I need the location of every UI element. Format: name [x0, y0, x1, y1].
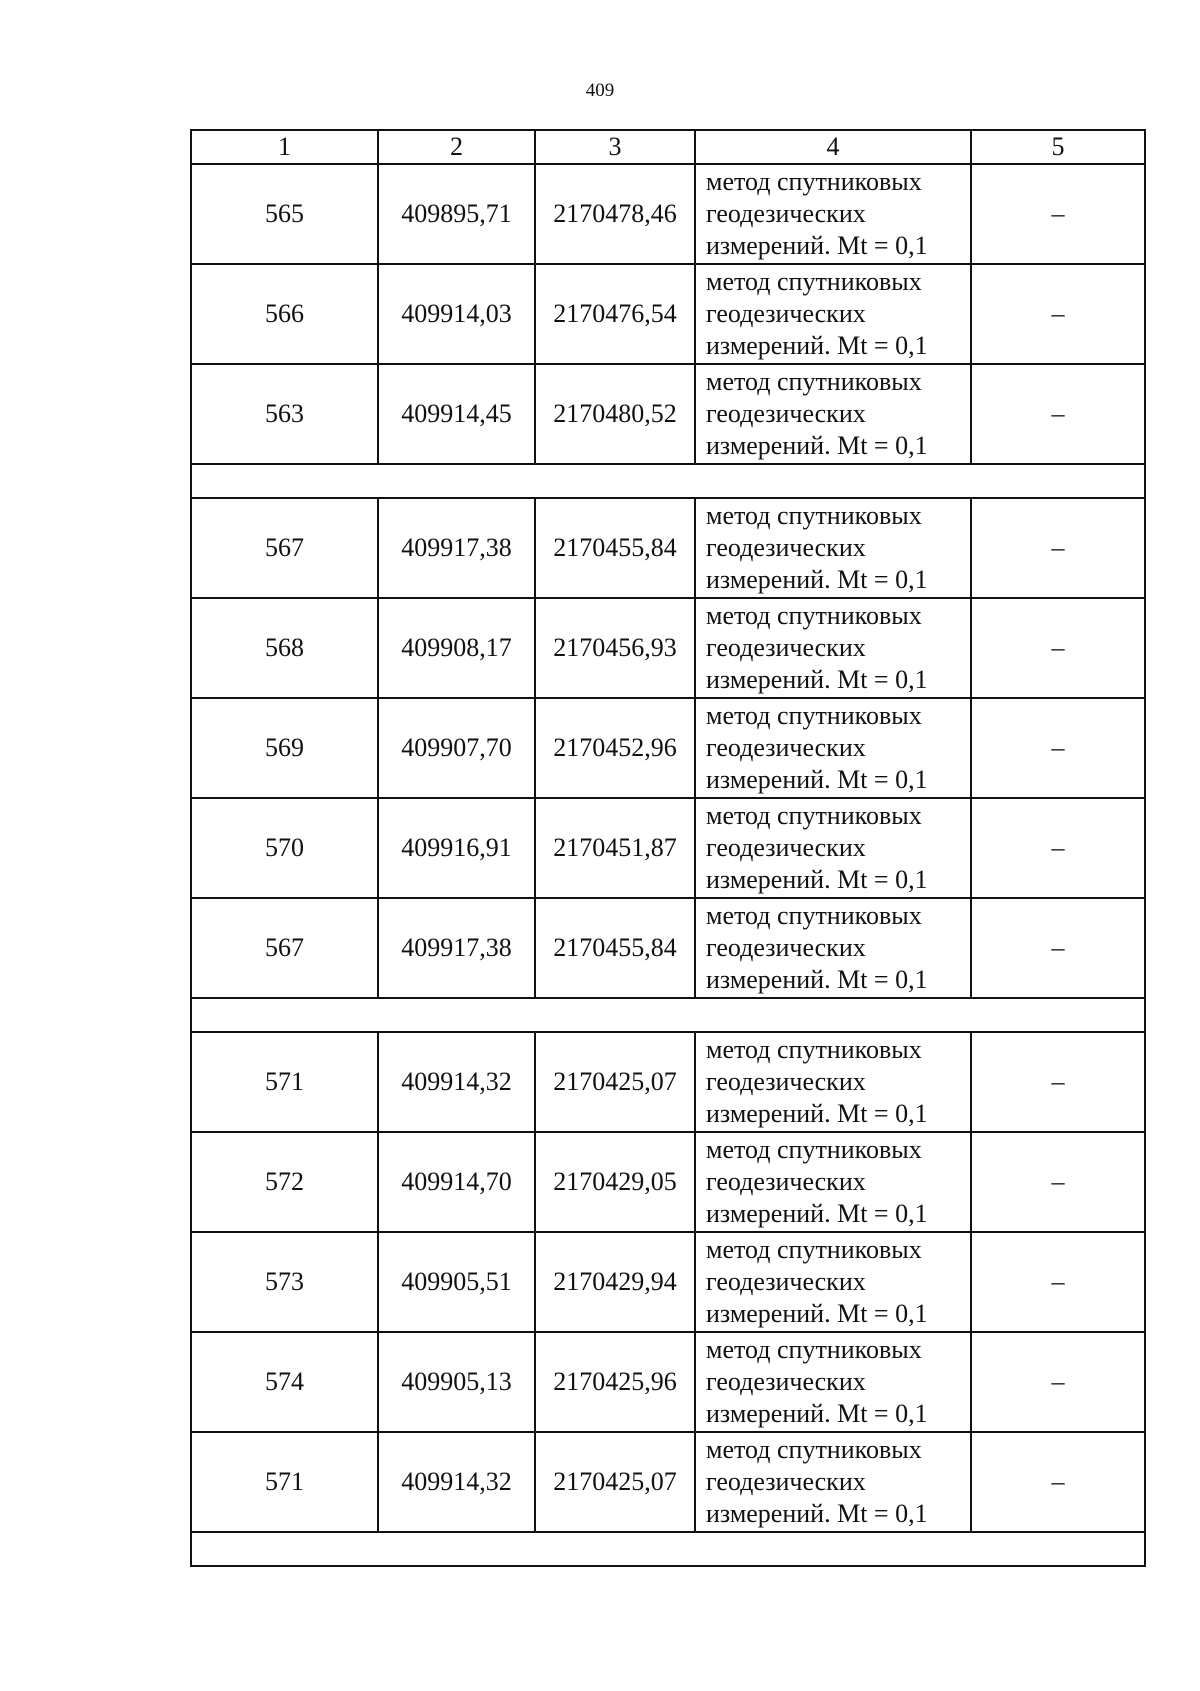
table-row: [191, 1132, 1145, 1232]
method-text-line: геодезических: [706, 733, 866, 762]
method-text-line: измерений. Mt = 0,1: [706, 665, 928, 694]
y-coordinate-cell: 2170480,52: [535, 364, 695, 464]
note-cell: –: [971, 1432, 1145, 1532]
method-text-line: геодезических: [706, 1067, 866, 1096]
method-text-line: метод спутниковых: [706, 801, 922, 830]
method-cell: [695, 1232, 971, 1332]
method-text-line: измерений. Mt = 0,1: [706, 331, 928, 360]
note-cell: –: [971, 598, 1145, 698]
method-cell: [695, 598, 971, 698]
note-cell: –: [971, 364, 1145, 464]
x-coordinate-cell: 409916,91: [378, 798, 535, 898]
method-text-line: измерений. Mt = 0,1: [706, 965, 928, 994]
method-text-line: измерений. Mt = 0,1: [706, 1099, 928, 1128]
point-number-cell: 565: [191, 164, 378, 264]
method-text-line: измерений. Mt = 0,1: [706, 1199, 928, 1228]
table-row: [191, 698, 1145, 798]
note-cell: –: [971, 798, 1145, 898]
method-text-line: метод спутниковых: [706, 701, 922, 730]
note-cell: –: [971, 164, 1145, 264]
method-text-line: метод спутниковых: [706, 1335, 922, 1364]
separator-cell: [191, 1532, 1145, 1566]
note-cell: –: [971, 1132, 1145, 1232]
table-row: [191, 1332, 1145, 1432]
note-cell: –: [971, 498, 1145, 598]
x-coordinate-cell: 409908,17: [378, 598, 535, 698]
method-text-line: метод спутниковых: [706, 367, 922, 396]
y-coordinate-cell: 2170451,87: [535, 798, 695, 898]
table-row: [191, 1432, 1145, 1532]
table-row: [191, 364, 1145, 464]
method-text-line: измерений. Mt = 0,1: [706, 1499, 928, 1528]
x-coordinate-cell: 409917,38: [378, 498, 535, 598]
y-coordinate-cell: 2170429,94: [535, 1232, 695, 1332]
group-separator-row: [191, 998, 1145, 1032]
header-col-1: 1: [191, 130, 378, 164]
note-cell: –: [971, 1032, 1145, 1132]
method-cell: [695, 164, 971, 264]
method-text-line: измерений. Mt = 0,1: [706, 1299, 928, 1328]
y-coordinate-cell: 2170476,54: [535, 264, 695, 364]
y-coordinate-cell: 2170425,07: [535, 1032, 695, 1132]
page-number: 409: [585, 80, 615, 101]
table-row: [191, 264, 1145, 364]
x-coordinate-cell: 409905,51: [378, 1232, 535, 1332]
x-coordinate-cell: 409914,45: [378, 364, 535, 464]
method-text-line: геодезических: [706, 833, 866, 862]
method-text-line: метод спутниковых: [706, 601, 922, 630]
table-row: [191, 498, 1145, 598]
note-cell: –: [971, 264, 1145, 364]
method-cell: [695, 898, 971, 998]
table-row: [191, 1232, 1145, 1332]
point-number-cell: 573: [191, 1232, 378, 1332]
y-coordinate-cell: 2170452,96: [535, 698, 695, 798]
method-text-line: измерений. Mt = 0,1: [706, 765, 928, 794]
table-row: [191, 898, 1145, 998]
x-coordinate-cell: 409917,38: [378, 898, 535, 998]
header-col-4: 4: [695, 130, 971, 164]
group-separator-row: [191, 464, 1145, 498]
method-text-line: геодезических: [706, 533, 866, 562]
method-cell: [695, 698, 971, 798]
y-coordinate-cell: 2170455,84: [535, 498, 695, 598]
point-number-cell: 571: [191, 1432, 378, 1532]
method-text-line: метод спутниковых: [706, 167, 922, 196]
note-cell: –: [971, 698, 1145, 798]
point-number-cell: 563: [191, 364, 378, 464]
method-text-line: метод спутниковых: [706, 501, 922, 530]
point-number-cell: 574: [191, 1332, 378, 1432]
method-text-line: метод спутниковых: [706, 901, 922, 930]
x-coordinate-cell: 409914,32: [378, 1032, 535, 1132]
point-number-cell: 567: [191, 898, 378, 998]
method-text-line: метод спутниковых: [706, 1435, 922, 1464]
method-text-line: геодезических: [706, 633, 866, 662]
method-cell: [695, 498, 971, 598]
method-text-line: измерений. Mt = 0,1: [706, 865, 928, 894]
y-coordinate-cell: 2170478,46: [535, 164, 695, 264]
y-coordinate-cell: 2170429,05: [535, 1132, 695, 1232]
table-header: [191, 130, 1145, 164]
method-cell: [695, 1332, 971, 1432]
y-coordinate-cell: 2170455,84: [535, 898, 695, 998]
method-text-line: геодезических: [706, 1467, 866, 1496]
y-coordinate-cell: 2170425,96: [535, 1332, 695, 1432]
x-coordinate-cell: 409905,13: [378, 1332, 535, 1432]
y-coordinate-cell: 2170425,07: [535, 1432, 695, 1532]
method-cell: [695, 264, 971, 364]
point-number-cell: 567: [191, 498, 378, 598]
header-col-3: 3: [535, 130, 695, 164]
method-text-line: геодезических: [706, 1167, 866, 1196]
method-text-line: метод спутниковых: [706, 1235, 922, 1264]
point-number-cell: 572: [191, 1132, 378, 1232]
separator-cell: [191, 464, 1145, 498]
method-text-line: геодезических: [706, 199, 866, 228]
method-cell: [695, 798, 971, 898]
note-cell: –: [971, 1332, 1145, 1432]
point-number-cell: 570: [191, 798, 378, 898]
note-cell: –: [971, 898, 1145, 998]
header-col-2: 2: [378, 130, 535, 164]
method-text-line: метод спутниковых: [706, 1035, 922, 1064]
table-row: [191, 164, 1145, 264]
method-text-line: геодезических: [706, 1267, 866, 1296]
method-text-line: геодезических: [706, 299, 866, 328]
method-cell: [695, 1132, 971, 1232]
table-body: [191, 164, 1145, 1566]
y-coordinate-cell: 2170456,93: [535, 598, 695, 698]
method-cell: [695, 1032, 971, 1132]
x-coordinate-cell: 409914,32: [378, 1432, 535, 1532]
method-text-line: метод спутниковых: [706, 267, 922, 296]
point-number-cell: 566: [191, 264, 378, 364]
coordinates-table: [190, 129, 1146, 1567]
table-row: [191, 598, 1145, 698]
x-coordinate-cell: 409907,70: [378, 698, 535, 798]
method-cell: [695, 364, 971, 464]
header-col-5: 5: [971, 130, 1145, 164]
separator-cell: [191, 998, 1145, 1032]
point-number-cell: 571: [191, 1032, 378, 1132]
method-text-line: геодезических: [706, 1367, 866, 1396]
method-text-line: измерений. Mt = 0,1: [706, 565, 928, 594]
x-coordinate-cell: 409914,03: [378, 264, 535, 364]
method-cell: [695, 1432, 971, 1532]
header-row: [191, 130, 1145, 164]
table-row: [191, 798, 1145, 898]
point-number-cell: 568: [191, 598, 378, 698]
method-text-line: метод спутниковых: [706, 1135, 922, 1164]
group-separator-row: [191, 1532, 1145, 1566]
x-coordinate-cell: 409914,70: [378, 1132, 535, 1232]
method-text-line: измерений. Mt = 0,1: [706, 231, 928, 260]
method-text-line: геодезических: [706, 933, 866, 962]
point-number-cell: 569: [191, 698, 378, 798]
note-cell: –: [971, 1232, 1145, 1332]
method-text-line: измерений. Mt = 0,1: [706, 431, 928, 460]
table-row: [191, 1032, 1145, 1132]
method-text-line: измерений. Mt = 0,1: [706, 1399, 928, 1428]
x-coordinate-cell: 409895,71: [378, 164, 535, 264]
method-text-line: геодезических: [706, 399, 866, 428]
